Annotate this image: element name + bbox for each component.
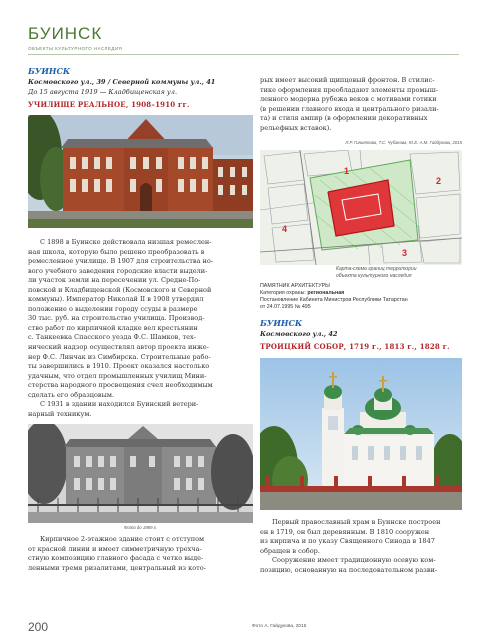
text-line: положение о выделении городу ссуды в размере <box>28 304 198 313</box>
text-line: тике оформления преобладают элементы промыш- <box>260 85 439 94</box>
protection-category <box>260 290 462 297</box>
object1-title: УЧИЛИЩЕ РЕАЛЬНОЕ, 1908–1910 гг. <box>28 100 190 109</box>
text-line: обращен в собор. <box>260 546 320 555</box>
object1-place: БУИНСК <box>28 66 71 76</box>
decree-line: Постановление Кабинета Министров Республики Татарстан <box>260 297 408 303</box>
text-line: ли участок земли на пересечении ул. Средне-По- <box>28 276 201 285</box>
page-number: 200 <box>28 620 49 634</box>
text-line: Сооружение имеет традиционную осевую ком- <box>272 556 436 565</box>
section-subtitle: ОБЪЕКТЫ КУЛЬТУРНОГО НАСЛЕДИЯ <box>28 46 123 51</box>
text-line: С 1898 в Буинске действовала низшая ремеслен- <box>40 238 212 246</box>
text-line: ленными тремя ризалитами, центральный из кото- <box>28 563 206 572</box>
text-line: коммуны). Император Николай II в 1908 утвердил <box>28 295 204 304</box>
decree-line: от 24.07.1995 № 495 <box>260 304 311 310</box>
map-marker-2: 2 <box>436 176 442 186</box>
header-divider <box>28 54 459 55</box>
object1-description-left <box>28 238 253 419</box>
object2-title: ТРОИЦКИЙ СОБОР, 1719 г., 1813 г., 1828 г. <box>260 342 450 351</box>
text-line: ная школа, которую было решено преобразовать в <box>28 247 205 256</box>
text-line: рых имеет высокий щипцовый фронтон. В стилис- <box>260 76 435 84</box>
text-line: (в решении главного входа и центрального ризали- <box>260 104 439 113</box>
object1-description-right <box>260 76 462 133</box>
text-line: ленного модерна рубежа веков с мотивами готики <box>260 95 437 104</box>
text-line: Кирпичное 2-этажное здание стоит с отступом <box>40 535 205 543</box>
text-line: стную композицию главного фасада с четко выде- <box>28 554 204 563</box>
map-caption-line: объекта культурного наследия <box>336 272 412 279</box>
text-line: Первый православный храм в Буинске построен <box>272 518 441 526</box>
monument-type: ПАМЯТНИК АРХИТЕКТУРЫ <box>260 283 330 289</box>
text-line: ты завершились в 1910. Проект оказался настолько <box>28 362 210 371</box>
text-line: 30 тыс. руб. на строительство училища. Производ- <box>28 314 205 323</box>
cadastral-map <box>260 150 462 265</box>
white-cathedral-photo <box>260 358 462 510</box>
text-line: ремесленное училище. В 1907 для строительства но- <box>28 257 214 266</box>
object1-address: Космовского ул., 39 / Северной коммуны ул., 41 <box>28 78 216 86</box>
old-school-photo <box>28 424 253 523</box>
text-line: удачным, что отдел промышленных училищ Мини- <box>28 371 207 380</box>
map-marker-3: 3 <box>402 248 408 258</box>
object1-old-address: До 15 августа 1919 — Кладбищенская ул. <box>28 88 178 96</box>
text-line: ство работ по кирпичной кладке вел крестьянин <box>28 323 198 332</box>
old-photo-caption: Фото до 1989 г. <box>124 525 157 530</box>
text-line: сделать его образцовым. <box>28 390 114 399</box>
text-line: позицию, основанную на последовательном разви- <box>260 565 438 574</box>
text-line: с. Танкеевка Спасского уезда Ф.С. Шамков, тех- <box>28 333 196 342</box>
map-marker-4: 4 <box>282 224 288 234</box>
text-line: вого учебного заведения городские власти выдели- <box>28 266 208 275</box>
object2-description <box>260 518 462 575</box>
text-line: нарный техникум. <box>28 409 92 418</box>
object1-authors: Л.Р. Гиниятова, Т.С. Чубакова, Ю.Е. А.М. Гайдукова, 2015 <box>345 140 462 145</box>
text-line: повской и Кладбищенской (Космовского и Северной <box>28 285 212 294</box>
map-caption <box>336 266 462 279</box>
text-line: от красной линии и имеет симметричную трехча- <box>28 544 202 553</box>
category-label: Категория охраны: <box>260 290 308 296</box>
text-line: стерства народного просвещения счел необходимым <box>28 381 213 390</box>
object2-place: БУИНСК <box>260 318 303 328</box>
text-line: С 1931 в здании находился Буинский ветери- <box>40 400 199 409</box>
text-line: из кирпича и по указу Священного Синода в 1847 <box>260 537 435 546</box>
category-value: региональная <box>307 290 345 296</box>
photo-credit: Фото А. Гайдукова, 2015 <box>252 624 307 629</box>
map-caption-line: Карта-схема границ территории <box>336 266 417 272</box>
object1-protection-info <box>260 283 462 311</box>
text-line: ен в 1719, он был деревянным. В 1810 сооружен <box>260 527 430 536</box>
text-line: та) и стиля ампир (в оформлении декоративных <box>260 114 428 123</box>
object1-description-bottom <box>28 535 253 573</box>
map-marker-1: 1 <box>344 166 350 176</box>
object2-address: Космовского ул., 42 <box>260 330 338 338</box>
section-title: БУИНСК <box>28 24 103 43</box>
text-line: рельефных вставок). <box>260 123 332 132</box>
text-line: нер Ф.С. Линчак из Симбирска. Строительные рабо- <box>28 352 211 361</box>
text-line: нический надзор осуществлял автор проекта инже- <box>28 343 209 352</box>
brick-school-building-photo <box>28 115 253 228</box>
